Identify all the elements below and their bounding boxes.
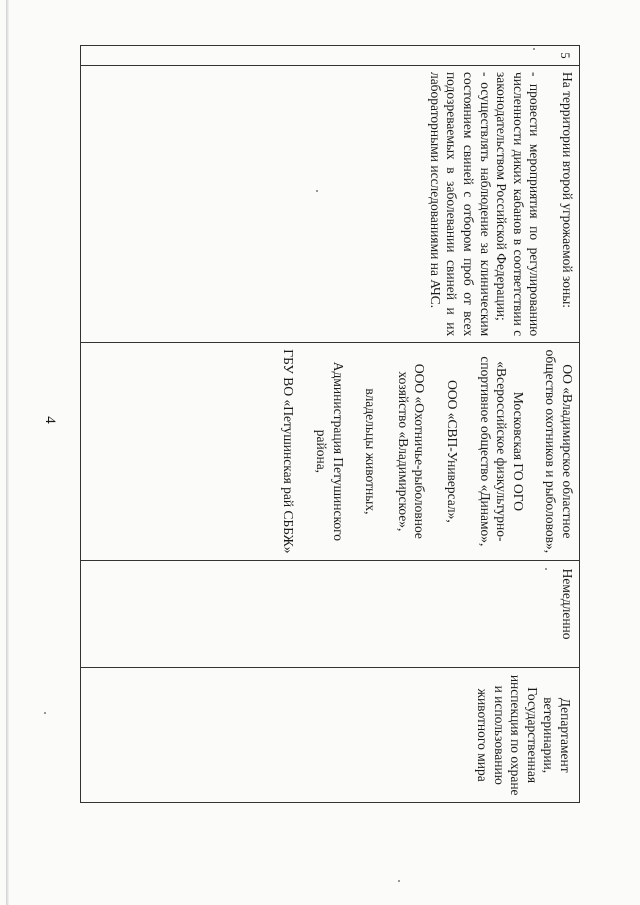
responsible-item: ООО «Охотничье-рыболовное хозяйство «Владимирское», xyxy=(395,363,428,539)
scan-speck xyxy=(316,190,318,192)
responsible-cell xyxy=(81,343,579,560)
responsible-item: владельцы животных, xyxy=(363,388,379,515)
responsible-item: Московская ГО ОГО «Всероссийское физкультурно-спортивное общество «Динамо», xyxy=(477,356,526,547)
scan-edge xyxy=(6,0,9,905)
responsible-item: ОО «Владимирское областное общество охотников и рыболовов», xyxy=(543,349,575,554)
measures-cell xyxy=(81,66,579,343)
control-text: Департамент ветеринарии, Государственная инспекция по охране и использованию животного мира xyxy=(475,674,573,796)
scan-speck xyxy=(545,568,547,570)
scan-speck xyxy=(533,48,535,50)
measures-heading: На территории второй угрожаемой зоны: xyxy=(560,71,575,309)
control-cell xyxy=(81,668,579,802)
scan-speck xyxy=(44,712,46,714)
row-number: 5 xyxy=(558,52,572,59)
responsible-item: Администрация Петушинского района, xyxy=(314,361,346,542)
deadline-cell xyxy=(81,561,579,669)
page-number: 4 xyxy=(42,416,58,424)
measures-table xyxy=(80,45,580,803)
row-number-cell xyxy=(81,46,579,66)
responsible-item: ГБУ ВО «Петушинская рай СББЖ» xyxy=(281,349,297,554)
measure-item: - осуществлять наблюдение за клиническим состоянием свиней с отбором проб от всех подозреваемых в заболевании свиней и их лабораторными исследованиями на АЧС. xyxy=(427,71,493,337)
responsible-item: ООО «СВП-Универсал», xyxy=(445,380,461,523)
deadline-text: Немедленно xyxy=(560,568,575,640)
scan-speck xyxy=(398,880,400,882)
measure-item: - провести мероприятия по регулированию численности диких кабанов в соответствии с законодательством Российской Федерации; xyxy=(494,71,543,337)
